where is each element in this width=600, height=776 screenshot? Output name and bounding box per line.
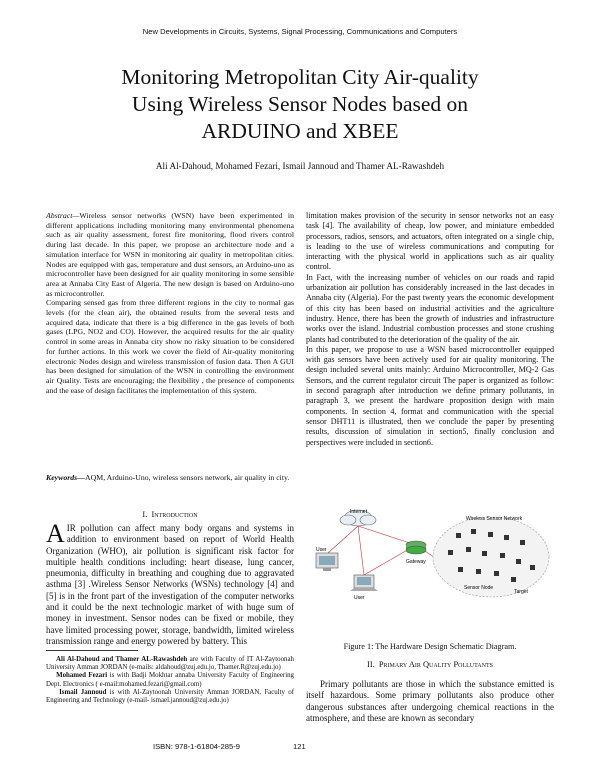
right-column-text (306, 211, 554, 448)
footnote-2: Mohamed Fezari is with Badji Mokhtar annaba University Faculty of Engineering Dept. Electronics ( e-mail:mohamed.fezari@gmail.com) (46, 672, 295, 688)
figure-caption: Figure 1: The Hardware Design Schematic Diagram. (343, 642, 517, 651)
section-1-title: Introduction (151, 510, 198, 519)
keywords-label: Keywords— (46, 473, 85, 482)
sensor-node-label: Sensor Node (464, 585, 494, 591)
right-paragraph-2: In Fact, with the increasing number of vehicles on our roads and rapid urbanization air pollution has considerably increased in the last decades in Annaba city (Algeria). For the past twenty years the economic development of this city has been based on industrial activities and the agriculture industry. Hence, there has been the growth of industries and infrastructure works over the island. Industrial combustion processes and stone crushing plants had contributed to the deterioration of the quality of the air. (306, 272, 554, 344)
title-line-2: Using Wireless Sensor Nodes based on (131, 92, 469, 116)
page-number: 121 (293, 742, 306, 751)
abstract-label: Abstract— (46, 211, 80, 220)
target-label: Target (514, 589, 528, 595)
user-label-2: User (354, 595, 365, 601)
author-footnotes (46, 656, 294, 705)
keywords (46, 473, 294, 483)
running-header: New Developments in Circuits, Systems, Signal Processing, Communications and Computers (142, 27, 458, 36)
right-paragraph-1: limitation makes provision of the security in sensor networks not an easy task [4]. The availability of cheap, low power, and miniature embedded processors, radios, sensors, and actuators, often integrated on a single chip, is leading to the use of wireless communications and computing for interacting with the physical world in applications such as air quality control. (306, 211, 554, 272)
section-2-heading: II. Primary Air Quality Pollutants (367, 660, 493, 669)
footnote-3: Ismail Jannoud is with Al-Zaytoonah University Amman JORDAN, Faculty of Engineering and Technology (e-mail- ismael.jannoud@zuj.edu.jo) (46, 688, 295, 705)
title-line-3: ARDUINO and XBEE (201, 119, 399, 143)
title-line-1: Monitoring Metropolitan City Air-quality (121, 65, 479, 89)
user-laptop-icon (350, 575, 378, 591)
footnote-rule (46, 650, 138, 651)
introduction-text: AIR pollution can affect many body organs and systems in addition to environment based on report of World Health Organization (WHO), air pollution is significant risk factor for multiple health conditions including: heart disease, lung cancer, pneumonia, difficulty in breathing and coughing due to aggravated asthma [3] .Wireless Sensor Networks (WSNs) technology [4] and [5] is in the front part of the investigation of the computer networks and it could be the next technologic market of with huge sum of money in investment. Sensor nodes can be fixed or mobile, they have limited processing power, storage, bandwidth, limited wireless transmission range and energy powered by battery. This (46, 519, 294, 646)
hardware-design-figure (306, 505, 554, 625)
footnote-1: Ali Al-Dahoud and Thamer AL-Rawashdeh are with Faculty of IT Al-Zaytoonah University Amman JORDAN (e-mails: aldahoud@zuj.edu.jo, Thamer.R@zuj.edu.jo) (46, 656, 294, 672)
gateway-label: Gateway (406, 559, 426, 565)
keywords-text: AQM, Arduino-Uno, wireless sensors network, air quality in city. (85, 473, 290, 482)
wsn-label: Wireless Sensor Network (466, 516, 523, 522)
right-paragraph-3: In this paper, we propose to use a WSN based microcontroller equipped with gas sensors have been actively used for air quality monitoring. The design included several units mainly: Arduino Microcontroller, MQ-2 Gas Sensors, and the current regulator circuit The paper is organized as follow: in second paragraph after introduction we define primary pollutants, in paragraph 3, we present the hardware proposition design with main components. In section 4, format and communication with the special sensor DHT11 is illustrated, then we conclude the paper by presenting results, discussion of simulation in section5, finally conclusion and perspectives were included in section6. (306, 344, 554, 447)
section-1-heading: I. Introduction (142, 510, 198, 519)
abstract-paragraph-1: Abstract—Wireless sensor networks (WSN) have been experimented in different applications including monitoring many environmental phenomena such as air quality assessment, forest fire monitoring, flood rivers control during last decade. In this paper, we propose an architecture node and a simulation interface for WSN in monitoring air quality in metropolitan cities. Nodes are equipped with gas, temperature and dust sensors, an Arduino-uno as microcontroller have been designed for air quality monitoring in some sensible area at Annaba City East of Algeria. The new design is based on Arduino-uno as microcontroller. (46, 211, 294, 298)
network-links (328, 526, 446, 575)
isbn: ISBN: 978-1-61804-285-9 (153, 742, 240, 751)
paper-title (60, 64, 540, 145)
drop-cap: A (46, 519, 65, 548)
abstract-paragraph-2: Comparing sensed gas from three different regions in the city to normal gas levels (for the clean air), the obtained results from the several tests and acquired data, indicate that there is a big difference in the gas levels of both gases (LPG, NO2 and CO). However, the acquired results for the air quality control in some areas in Annaba city show no risky situation to be considered for further actions. In this work we cover the field of Air-quality monitoring electronic Nodes design and wireless transmission of fusion data. Then A GUI has been designed for simulation of the WSN in controlling the environment air Quality. Tests are encouraging; the flexibility , the presence of components and the ease of design facilitates the implementation of this system. (46, 298, 294, 395)
section-2-text: Primary pollutants are those in which the substance emitted is itself hazardous. Some primary pollutants also produce other dangerous substances after undergoing chemical reactions in the atmosphere, and these are known as secondary (306, 679, 554, 723)
gateway-icon (406, 541, 426, 554)
author-list: Ali Al-Dahoud, Mohamed Fezari, Ismail Jannoud and Thamer AL-Rawashdeh (155, 161, 445, 171)
abstract (46, 211, 294, 395)
user-computer-icon (316, 553, 338, 571)
section-2-title: Primary Air Quality Pollutants (378, 660, 493, 669)
user-label-1: User (316, 547, 327, 553)
internet-label: Internet (350, 509, 367, 515)
